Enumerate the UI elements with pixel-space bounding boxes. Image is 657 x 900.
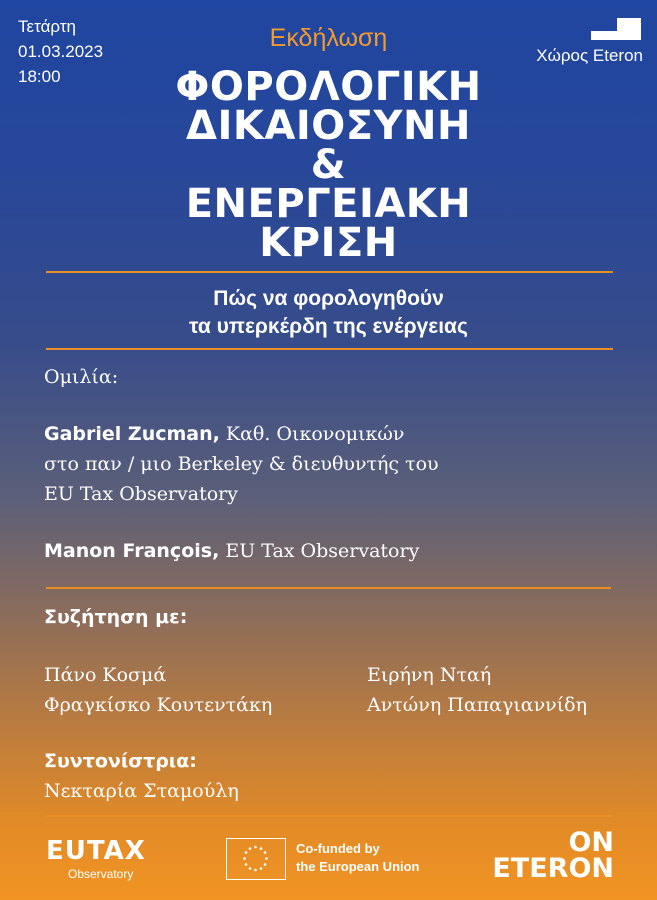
divider <box>46 815 613 817</box>
title-line: ΚΡΙΣΗ <box>259 220 398 266</box>
participant: Φραγκίσκο Κουτεντάκη <box>44 694 273 716</box>
title-line: ΔΙΚΑΙΟΣΥΝΗ <box>186 103 471 149</box>
divider <box>46 271 613 273</box>
talk-heading: Ομιλία: <box>44 366 119 388</box>
event-day: Τετάρτη <box>18 17 76 36</box>
speaker-2-role: EU Tax Observatory <box>219 540 420 562</box>
event-title <box>0 64 657 266</box>
eu-cofunded-text <box>296 840 420 876</box>
event-time: 18:00 <box>18 67 61 86</box>
eutax-logo: EUTAX <box>46 836 146 866</box>
participant: Αντώνη Παπαγιαννίδη <box>367 694 587 716</box>
eteron-logo-icon <box>591 18 641 40</box>
speaker-1-role: Καθ. Οικονομικών <box>219 423 405 445</box>
subtitle-line: Πώς να φορολογηθούν <box>213 287 444 310</box>
eu-text-line: Co-funded by <box>296 841 380 856</box>
title-line: & <box>310 142 347 188</box>
divider <box>46 587 611 589</box>
event-date: 01.03.2023 <box>18 42 104 61</box>
discussion-heading: Συζήτηση με: <box>44 606 188 628</box>
on-eteron-line: ON <box>568 827 614 858</box>
subtitle-line: τα υπερκέρδη της ενέργειας <box>189 315 468 338</box>
eutax-logo-subtitle: Observatory <box>68 867 134 881</box>
venue-name: Χώρος Eteron <box>536 46 643 65</box>
moderator-name: Νεκταρία Σταμούλη <box>44 780 239 802</box>
moderator <box>44 746 239 806</box>
speaker-1-name: Gabriel Zucman, <box>44 423 220 445</box>
eu-text-line: the European Union <box>296 859 420 874</box>
on-eteron-line: ETERON <box>492 853 614 884</box>
speaker-2 <box>44 536 419 566</box>
title-line: ΦΟΡΟΛΟΓΙΚΗ <box>175 64 482 110</box>
divider <box>46 348 613 350</box>
speaker-1-role-line: EU Tax Observatory <box>44 483 238 505</box>
moderator-heading: Συντονίστρια: <box>44 750 197 772</box>
eu-flag-icon <box>226 838 286 880</box>
speaker-2-name: Manon François, <box>44 540 220 562</box>
title-line: ΕΝΕΡΓΕΙΑΚΗ <box>185 181 472 227</box>
participant: Πάνο Κοσμά <box>44 664 167 686</box>
on-eteron-logo <box>488 827 614 884</box>
speaker-1-role-line: στο παν / μιο Berkeley & διευθυντής του <box>44 453 439 475</box>
participants-left <box>44 660 272 720</box>
participants-right <box>367 660 587 720</box>
event-subtitle <box>0 285 657 341</box>
speaker-1 <box>44 419 439 509</box>
event-label: Εκδήλωση <box>269 24 388 52</box>
participant: Ειρήνη Νταή <box>367 664 492 686</box>
